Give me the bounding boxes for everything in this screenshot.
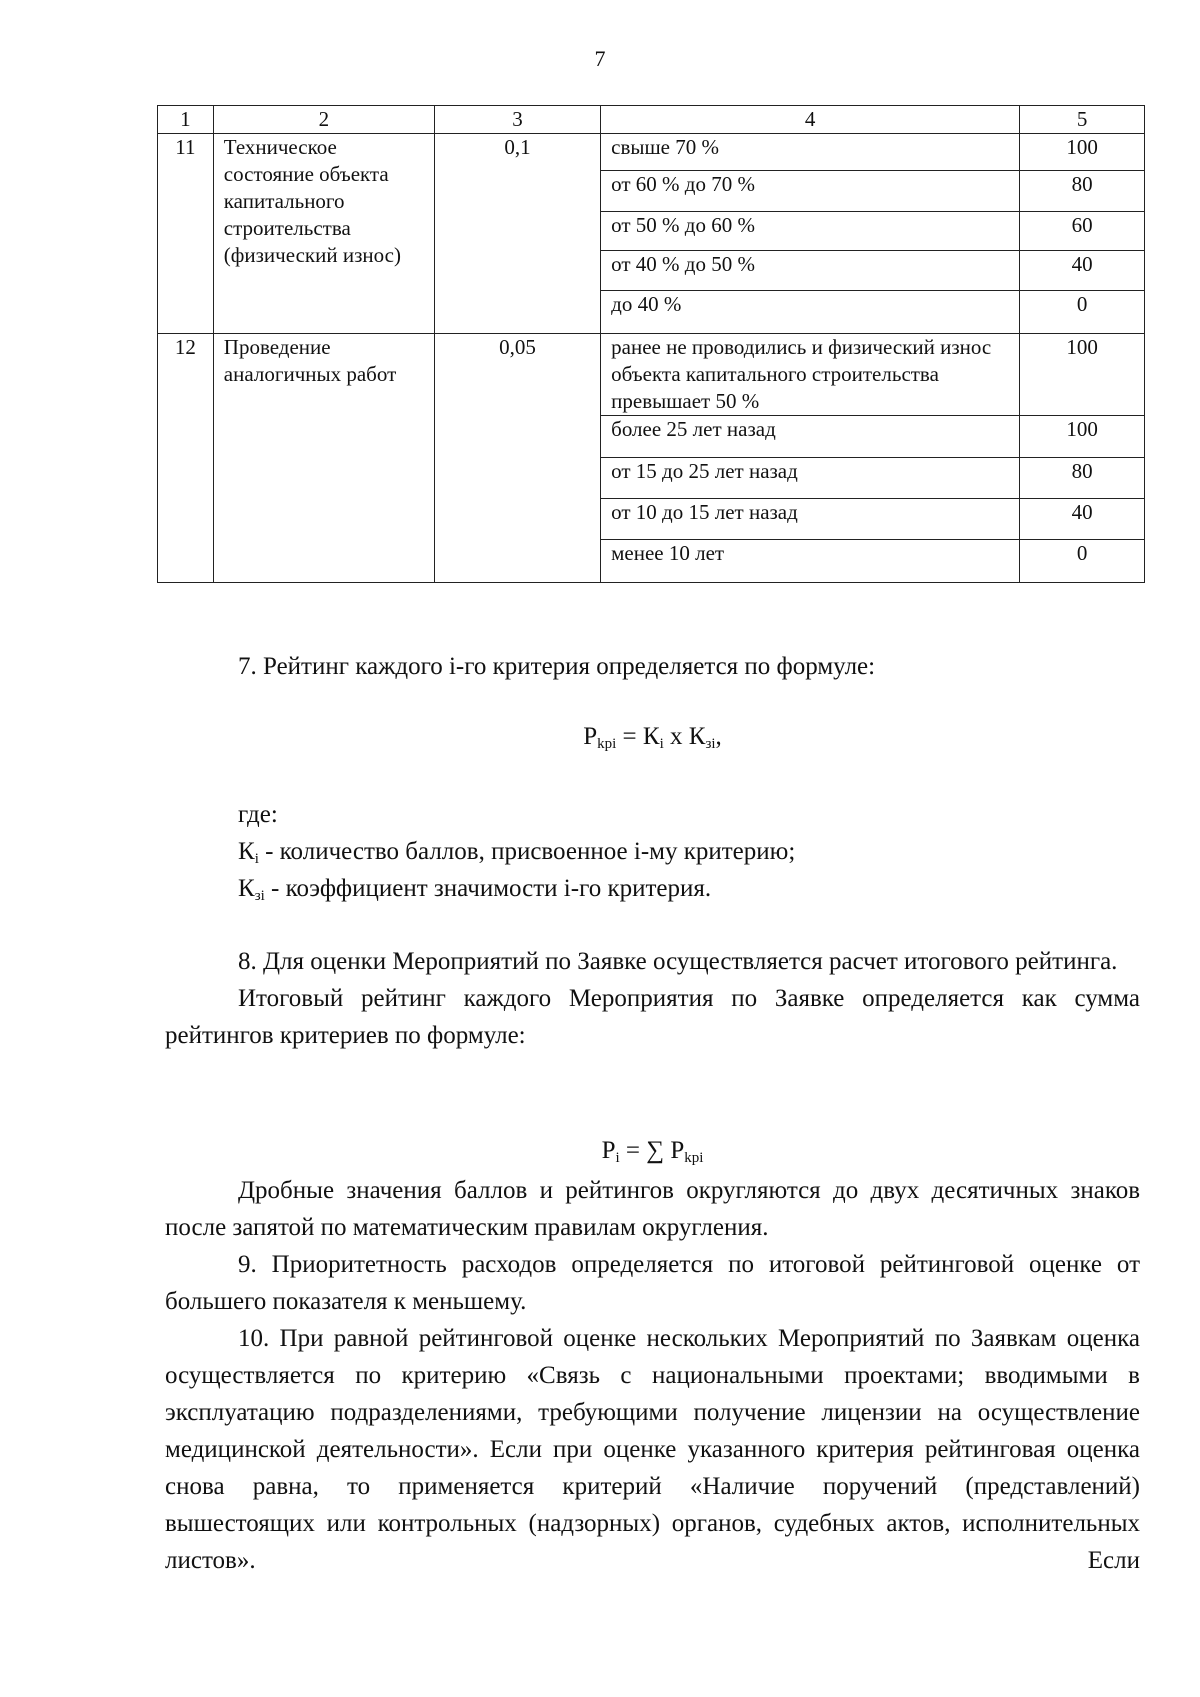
header-col-3: 3 bbox=[434, 106, 600, 134]
score-cell: 40 bbox=[1020, 251, 1145, 291]
rounding-text: Дробные значения баллов и рейтингов округляются до двух десятичных знаков после запятой по математическим правилам округления. bbox=[165, 1177, 1140, 1241]
paragraph-7 bbox=[165, 648, 1140, 685]
header-col-2: 2 bbox=[213, 106, 434, 134]
condition-cell: до 40 % bbox=[601, 291, 1020, 334]
formula2-eq: = ∑ Р bbox=[619, 1137, 685, 1164]
score-cell: 80 bbox=[1020, 171, 1145, 212]
formula-end: , bbox=[715, 723, 722, 750]
formula2-lhs: Р bbox=[601, 1137, 616, 1164]
paragraph-10-text: 10. При равной рейтинговой оценке нескольких Мероприятий по Заявкам оценка осуществляется по критерию «Связь с национальными проектами; вводимыми в эксплуатацию подразделениями, требующими получение лицензии на осуществление медицинской деятельности». Если при оценке указанного критерия рейтинговая оценка снова равна, то применяется критерий «Наличие поручений (представлений) вышестоящих или контрольных (надзорных) органов, судебных актов, исполнительных листов». Если bbox=[165, 1325, 1140, 1574]
condition-cell: менее 10 лет bbox=[601, 540, 1020, 583]
definitions-block bbox=[165, 796, 1140, 907]
def-ki-sub: i bbox=[254, 851, 259, 867]
formula-kz-sub: зi bbox=[705, 736, 716, 752]
criterion-number: 12 bbox=[158, 334, 214, 583]
paragraphs-9-10 bbox=[165, 1172, 1140, 1579]
table-row bbox=[158, 334, 1145, 416]
score-cell: 60 bbox=[1020, 212, 1145, 251]
score-cell: 100 bbox=[1020, 416, 1145, 458]
condition-cell: от 10 до 15 лет назад bbox=[601, 499, 1020, 540]
definition-kzi bbox=[165, 870, 1140, 907]
condition-cell: свыше 70 % bbox=[601, 134, 1020, 171]
criteria-table bbox=[157, 105, 1145, 583]
score-cell: 100 bbox=[1020, 334, 1145, 416]
where-label: где: bbox=[238, 801, 278, 828]
formula-eq: = К bbox=[616, 723, 660, 750]
criterion-name: Техническое состояние объекта капитального строительства (физический износ) bbox=[213, 134, 434, 334]
formula-x: х К bbox=[663, 723, 706, 750]
criterion-name: Проведение аналогичных работ bbox=[213, 334, 434, 583]
criterion-coefficient: 0,1 bbox=[434, 134, 600, 334]
def-kzi-symbol: К bbox=[238, 875, 255, 902]
paragraph-8 bbox=[165, 943, 1140, 1054]
formula-total-rating bbox=[165, 1132, 1140, 1169]
condition-cell: более 25 лет назад bbox=[601, 416, 1020, 458]
paragraph-9-text: 9. Приоритетность расходов определяется по итоговой рейтинговой оценке от большего показателя к меньшему. bbox=[165, 1251, 1140, 1315]
formula-lhs: Р bbox=[583, 723, 598, 750]
def-ki-text: - количество баллов, присвоенное i-му критерию; bbox=[258, 838, 796, 865]
formula-k-sub: i bbox=[659, 736, 664, 752]
score-cell: 40 bbox=[1020, 499, 1145, 540]
paragraph-8-text: 8. Для оценки Мероприятий по Заявке осуществляется расчет итогового рейтинга. bbox=[238, 948, 1118, 975]
formula-rating-criterion bbox=[165, 718, 1140, 755]
formula2-sub: kpi bbox=[684, 1150, 704, 1166]
table-row bbox=[158, 134, 1145, 171]
definition-ki bbox=[165, 833, 1140, 870]
score-cell: 0 bbox=[1020, 291, 1145, 334]
header-col-4: 4 bbox=[601, 106, 1020, 134]
paragraph-8b-text: Итоговый рейтинг каждого Мероприятия по Заявке определяется как сумма рейтингов критериев по формуле: bbox=[165, 985, 1140, 1049]
condition-cell: ранее не проводились и физический износ объекта капитального строительства превышает 50 % bbox=[601, 334, 1020, 416]
score-cell: 0 bbox=[1020, 540, 1145, 583]
score-cell: 80 bbox=[1020, 458, 1145, 499]
score-cell: 100 bbox=[1020, 134, 1145, 171]
criterion-number: 11 bbox=[158, 134, 214, 334]
def-kzi-sub: зi bbox=[254, 888, 265, 904]
paragraph-7-text: 7. Рейтинг каждого i-го критерия определяется по формуле: bbox=[238, 653, 876, 680]
header-col-5: 5 bbox=[1020, 106, 1145, 134]
table-header-row bbox=[158, 106, 1145, 134]
criterion-coefficient: 0,05 bbox=[434, 334, 600, 583]
formula-lhs-sub: kpi bbox=[597, 736, 617, 752]
condition-cell: от 15 до 25 лет назад bbox=[601, 458, 1020, 499]
header-col-1: 1 bbox=[158, 106, 214, 134]
def-ki-symbol: К bbox=[238, 838, 255, 865]
condition-cell: от 60 % до 70 % bbox=[601, 171, 1020, 212]
condition-cell: от 50 % до 60 % bbox=[601, 212, 1020, 251]
page-number: 7 bbox=[594, 46, 606, 71]
def-kzi-text: - коэффициент значимости i-го критерия. bbox=[264, 875, 712, 902]
formula2-lhs-sub: i bbox=[615, 1150, 620, 1166]
condition-cell: от 40 % до 50 % bbox=[601, 251, 1020, 291]
